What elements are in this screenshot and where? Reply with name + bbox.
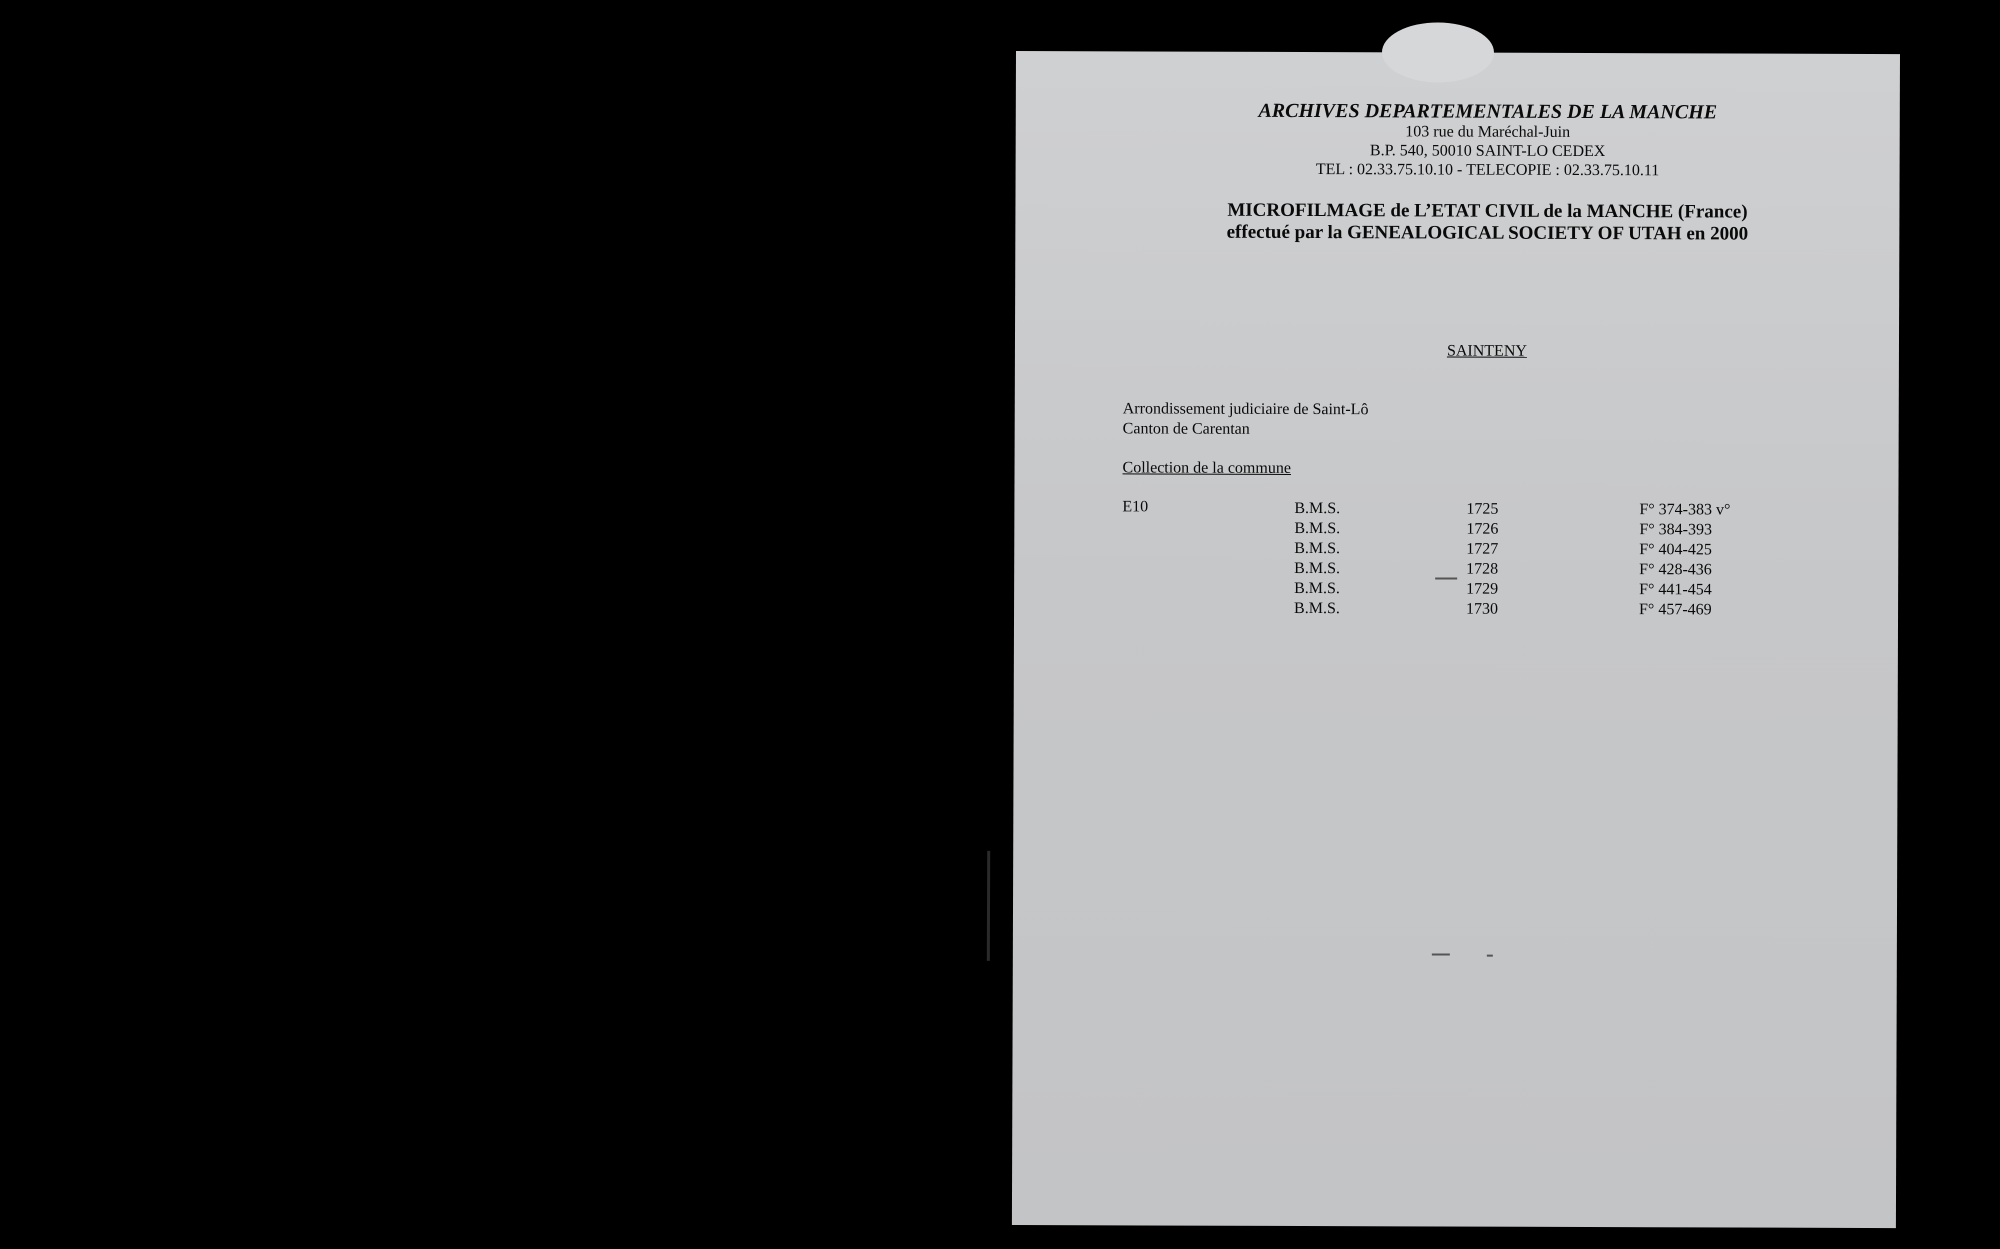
record-type: B.M.S. bbox=[1294, 539, 1341, 558]
record-year: 1729 bbox=[1466, 580, 1499, 598]
record-year: 1728 bbox=[1466, 560, 1499, 578]
contact-numbers: TEL : 02.33.75.10.10 - TELECOPIE : 02.33.75.10.11 bbox=[1315, 161, 1660, 180]
record-type: B.M.S. bbox=[1294, 599, 1340, 618]
address-postal: B.P. 540, 50010 SAINT-LO CEDEX bbox=[1369, 142, 1606, 161]
record-folios: F° 457-469 bbox=[1639, 601, 1712, 619]
film-speck bbox=[1432, 953, 1450, 955]
records-table bbox=[1294, 499, 1894, 621]
record-year: 1726 bbox=[1466, 520, 1499, 538]
record-folios: F° 374-383 v° bbox=[1639, 501, 1731, 519]
record-folios: F° 404-425 bbox=[1639, 541, 1712, 559]
film-speck bbox=[1435, 577, 1457, 579]
arrondissement-text: Arrondissement judiciaire de Saint-Lô bbox=[1122, 400, 1369, 419]
record-type: B.M.S. bbox=[1294, 519, 1341, 538]
archive-name: ARCHIVES DEPARTEMENTALES DE LA MANCHE bbox=[1258, 99, 1718, 124]
canton-text: Canton de Carentan bbox=[1122, 420, 1250, 438]
table-row bbox=[1294, 599, 1894, 621]
table-row bbox=[1294, 499, 1894, 521]
film-speck bbox=[1487, 955, 1493, 957]
collection-heading: Collection de la commune bbox=[1122, 459, 1291, 477]
record-type: B.M.S. bbox=[1294, 499, 1341, 518]
commune-title: SAINTENY bbox=[1446, 342, 1527, 360]
microfilm-statement bbox=[1015, 199, 1899, 246]
table-row bbox=[1294, 559, 1894, 581]
document-sheet bbox=[1012, 51, 1900, 1228]
record-type: B.M.S. bbox=[1294, 579, 1340, 598]
record-year: 1727 bbox=[1466, 540, 1499, 558]
table-row bbox=[1294, 579, 1894, 601]
microfilm-line-2: effectué par la GENEALOGICAL SOCIETY OF UTAH en 2000 bbox=[1226, 221, 1749, 245]
table-row bbox=[1294, 539, 1894, 561]
sheet-tab-notch bbox=[1382, 22, 1494, 82]
record-folios: F° 428-436 bbox=[1639, 561, 1712, 579]
address-street: 103 rue du Maréchal-Juin bbox=[1405, 123, 1571, 141]
record-year: 1725 bbox=[1466, 500, 1499, 518]
cote-label: E10 bbox=[1122, 498, 1149, 516]
film-edge-mark bbox=[987, 851, 990, 961]
record-year: 1730 bbox=[1466, 600, 1499, 618]
record-folios: F° 441-454 bbox=[1639, 581, 1712, 599]
record-type: B.M.S. bbox=[1294, 559, 1341, 578]
table-row bbox=[1294, 519, 1894, 541]
record-folios: F° 384-393 bbox=[1639, 521, 1712, 539]
microfilm-line-1: MICROFILMAGE de L’ETAT CIVIL de la MANCHE (France) bbox=[1227, 199, 1748, 223]
